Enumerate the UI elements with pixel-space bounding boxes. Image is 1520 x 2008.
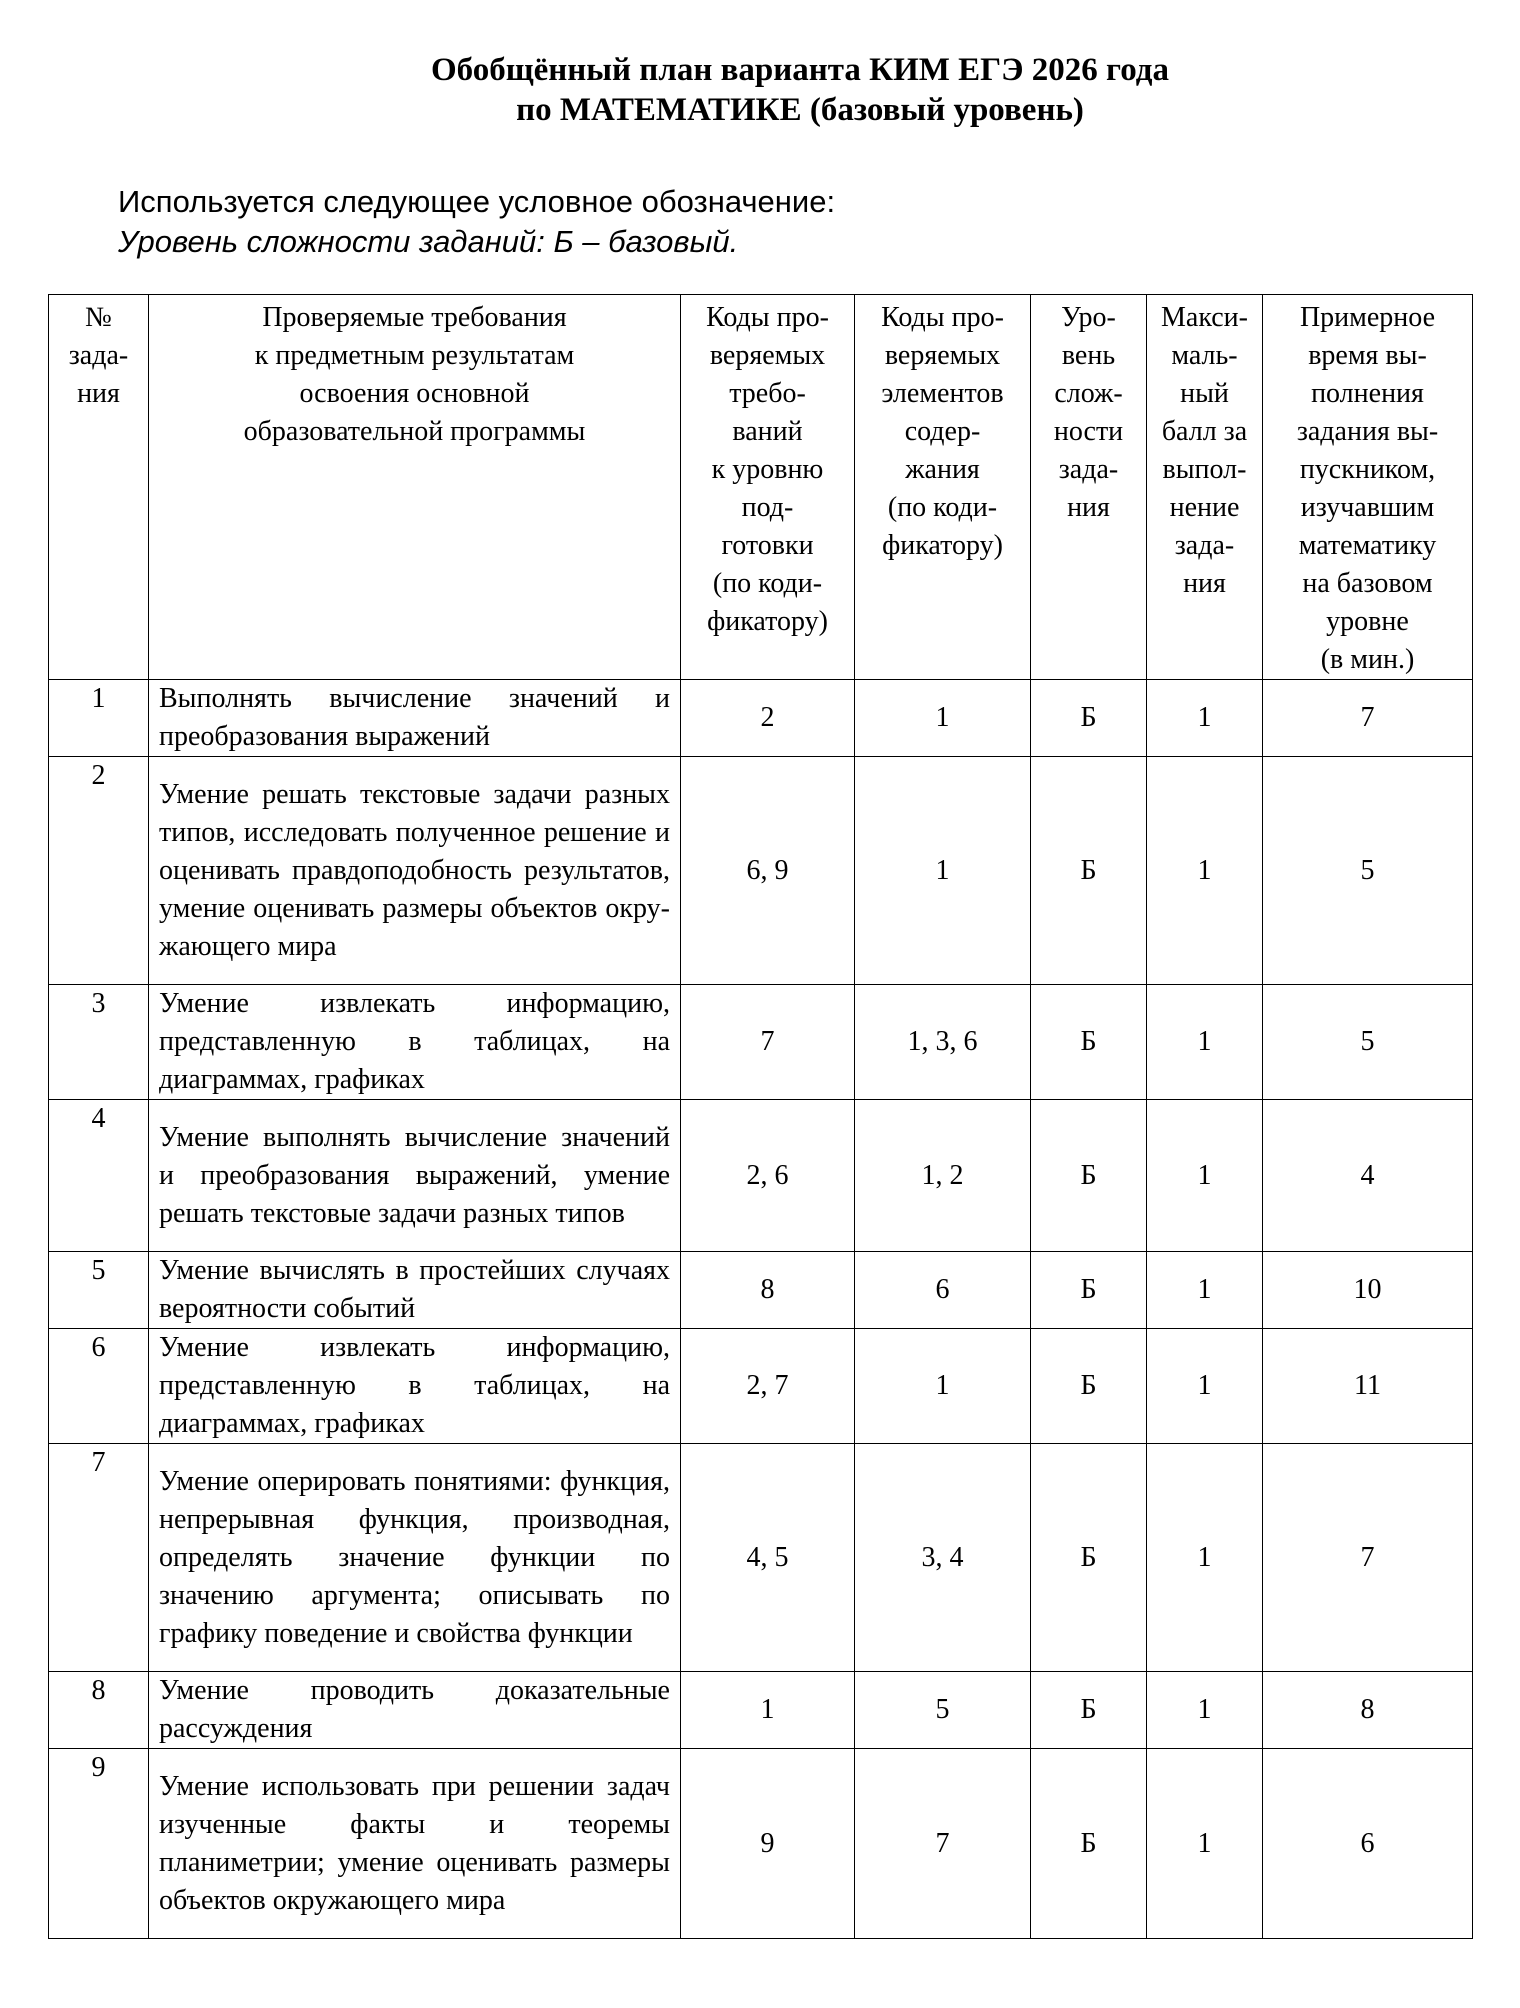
task-number-cell: 1: [49, 680, 149, 757]
note-line: Используется следующее условное обозначение:: [118, 184, 836, 219]
element-codes-cell: 3, 4: [855, 1444, 1031, 1672]
task-number-cell: 9: [49, 1749, 149, 1939]
time-cell: 5: [1263, 757, 1473, 985]
table-row: [49, 1672, 1473, 1749]
time-cell: 11: [1263, 1329, 1473, 1444]
title-line-1: Обобщённый план варианта КИМ ЕГЭ 2026 года: [431, 52, 1169, 88]
difficulty-level-cell: Б: [1031, 680, 1147, 757]
element-codes-cell: 1: [855, 1329, 1031, 1444]
element-codes-cell: 7: [855, 1749, 1031, 1939]
max-score-cell: 1: [1147, 757, 1263, 985]
header-time: Примерное время вы- полнения задания вы- пускником, изучавшим математику на базовом уровне (в мин.): [1263, 295, 1473, 680]
document-title: [0, 50, 1520, 130]
difficulty-level-cell: Б: [1031, 1252, 1147, 1329]
requirement-codes-cell: 2, 7: [681, 1329, 855, 1444]
header-difficulty-level: Уро- вень слож- ности зада- ния: [1031, 295, 1147, 680]
element-codes-cell: 1: [855, 757, 1031, 985]
task-number-cell: 3: [49, 985, 149, 1100]
element-codes-cell: 1: [855, 680, 1031, 757]
time-cell: 5: [1263, 985, 1473, 1100]
table-row: [49, 1252, 1473, 1329]
requirement-codes-cell: 2, 6: [681, 1100, 855, 1252]
requirement-cell: Выполнять вычисление значений и преобразования выражений: [149, 680, 681, 757]
requirement-codes-cell: 8: [681, 1252, 855, 1329]
requirement-codes-cell: 1: [681, 1672, 855, 1749]
difficulty-level-cell: Б: [1031, 1749, 1147, 1939]
task-number-cell: 5: [49, 1252, 149, 1329]
requirement-cell: Умение извлекать информацию, представленную в таблицах, на диаграммах, графиках: [149, 1329, 681, 1444]
time-cell: 7: [1263, 680, 1473, 757]
table-body: [49, 680, 1473, 1939]
header-task-number: № зада- ния: [49, 295, 149, 680]
requirement-codes-cell: 7: [681, 985, 855, 1100]
plan-table: [48, 294, 1473, 1939]
max-score-cell: 1: [1147, 1252, 1263, 1329]
max-score-cell: 1: [1147, 1444, 1263, 1672]
task-number-cell: 8: [49, 1672, 149, 1749]
difficulty-level-cell: Б: [1031, 985, 1147, 1100]
max-score-cell: 1: [1147, 985, 1263, 1100]
requirement-codes-cell: 9: [681, 1749, 855, 1939]
task-number-cell: 2: [49, 757, 149, 985]
requirement-codes-cell: 4, 5: [681, 1444, 855, 1672]
requirement-codes-cell: 6, 9: [681, 757, 855, 985]
time-cell: 7: [1263, 1444, 1473, 1672]
requirement-cell: Умение решать текстовые задачи разных типов, исследовать полученное решение и оценивать правдоподобность результатов, умение оценивать размеры объектов окружающего мира: [149, 757, 681, 985]
requirement-cell: Умение проводить доказательные рассуждения: [149, 1672, 681, 1749]
title-line-2: по МАТЕМАТИКЕ (базовый уровень): [516, 92, 1084, 128]
requirement-codes-cell: 2: [681, 680, 855, 757]
requirement-cell: Умение извлекать информацию, представленную в таблицах, на диаграммах, графиках: [149, 985, 681, 1100]
time-cell: 8: [1263, 1672, 1473, 1749]
difficulty-level-cell: Б: [1031, 757, 1147, 985]
difficulty-level-cell: Б: [1031, 1672, 1147, 1749]
table-row: [49, 757, 1473, 985]
table-header-row: [49, 295, 1473, 680]
element-codes-cell: 1, 2: [855, 1100, 1031, 1252]
header-max-score: Макси- маль- ный балл за выпол- нение зада- ния: [1147, 295, 1263, 680]
difficulty-legend: Уровень сложности заданий: Б – базовый.: [118, 224, 739, 259]
table-row: [49, 1329, 1473, 1444]
element-codes-cell: 5: [855, 1672, 1031, 1749]
table-row: [49, 1749, 1473, 1939]
difficulty-level-cell: Б: [1031, 1100, 1147, 1252]
max-score-cell: 1: [1147, 1672, 1263, 1749]
table-row: [49, 985, 1473, 1100]
max-score-cell: 1: [1147, 1100, 1263, 1252]
table-row: [49, 1100, 1473, 1252]
task-number-cell: 7: [49, 1444, 149, 1672]
table-row: [49, 1444, 1473, 1672]
legend-note: [118, 182, 835, 262]
time-cell: 4: [1263, 1100, 1473, 1252]
element-codes-cell: 6: [855, 1252, 1031, 1329]
requirement-cell: Умение использовать при решении задач изученные факты и теоремы планиметрии; умение оценивать размеры объектов окружающего мира: [149, 1749, 681, 1939]
task-number-cell: 6: [49, 1329, 149, 1444]
max-score-cell: 1: [1147, 1329, 1263, 1444]
header-requirement-codes: Коды про- веряемых требо- ваний к уровню под- готовки (по коди- фикатору): [681, 295, 855, 680]
header-requirements: Проверяемые требования к предметным результатам освоения основной образовательной программы: [149, 295, 681, 680]
table-row: [49, 680, 1473, 757]
requirement-cell: Умение вычислять в простейших случаях вероятности событий: [149, 1252, 681, 1329]
max-score-cell: 1: [1147, 680, 1263, 757]
header-element-codes: Коды про- веряемых элементов содер- жания (по коди- фикатору): [855, 295, 1031, 680]
task-number-cell: 4: [49, 1100, 149, 1252]
difficulty-level-cell: Б: [1031, 1329, 1147, 1444]
time-cell: 10: [1263, 1252, 1473, 1329]
element-codes-cell: 1, 3, 6: [855, 985, 1031, 1100]
max-score-cell: 1: [1147, 1749, 1263, 1939]
requirement-cell: Умение оперировать понятиями: функция, непрерывная функция, производная, определять значение функции по значению аргумента; описывать по графику поведение и свойства функции: [149, 1444, 681, 1672]
difficulty-level-cell: Б: [1031, 1444, 1147, 1672]
time-cell: 6: [1263, 1749, 1473, 1939]
requirement-cell: Умение выполнять вычисление значений и преобразования выражений, умение решать текстовые задачи разных типов: [149, 1100, 681, 1252]
